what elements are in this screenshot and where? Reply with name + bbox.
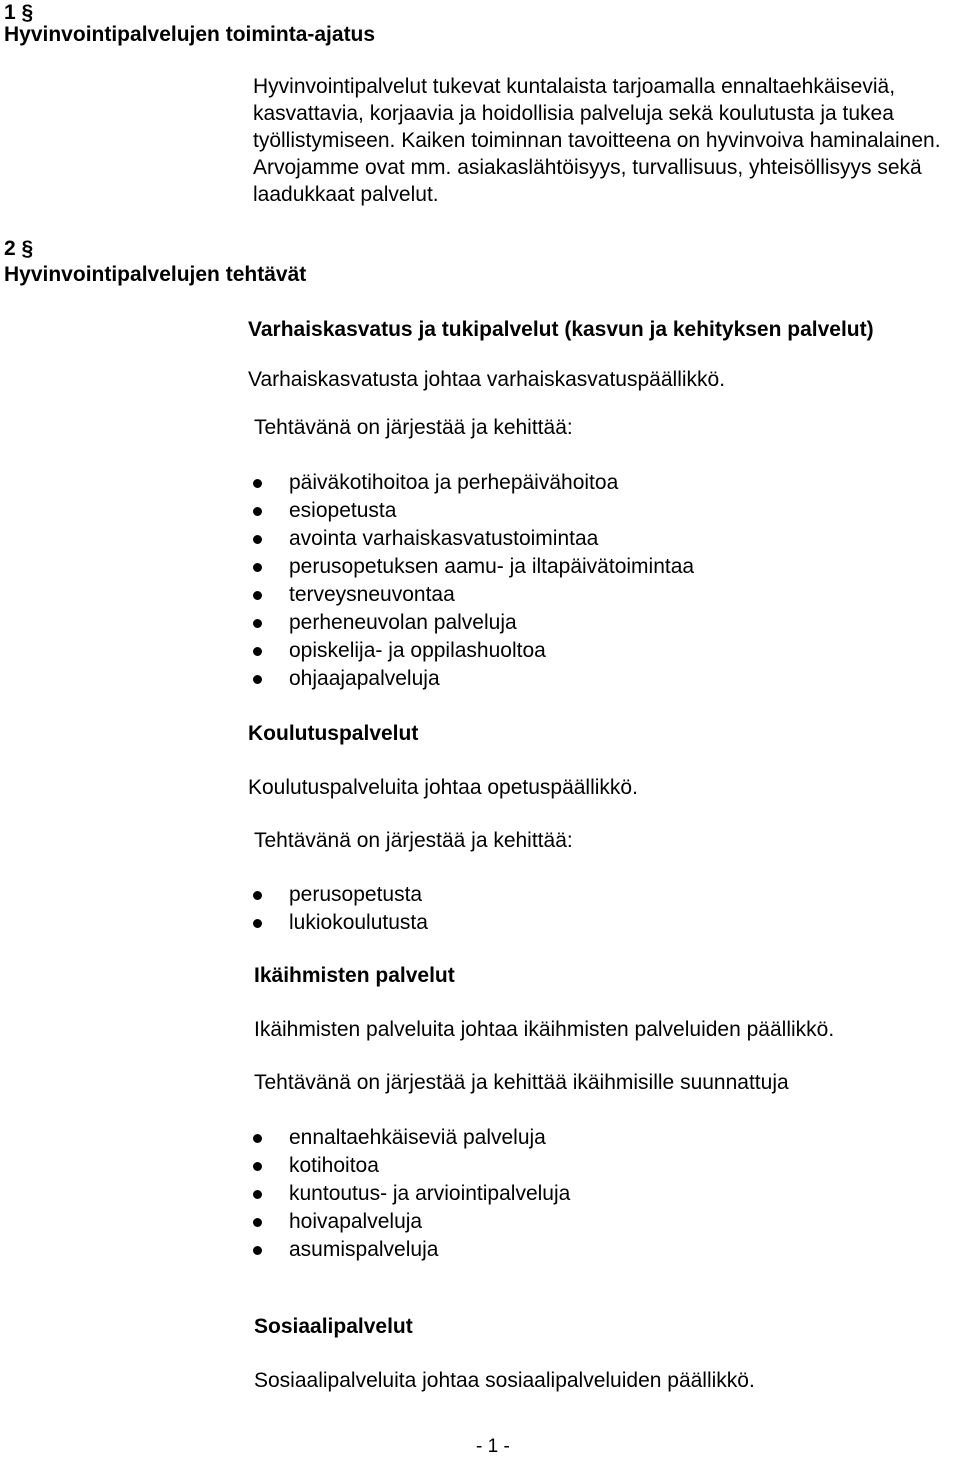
list-item: terveysneuvontaa (289, 581, 694, 609)
section-2-title: Hyvinvointipalvelujen tehtävät (4, 263, 307, 286)
bullet-icon (253, 647, 262, 656)
list-item: asumispalveluja (289, 1236, 570, 1264)
list-item: opiskelija- ja oppilashuoltoa (289, 637, 694, 665)
bullet-icon (253, 1134, 262, 1143)
bullet-icon (253, 619, 262, 628)
list-item: perusopetusta (289, 881, 428, 909)
koulutus-task-intro: Tehtävänä on järjestää ja kehittää: (254, 829, 573, 852)
bullet-icon (253, 919, 262, 928)
varhaiskasvatus-task-intro: Tehtävänä on järjestää ja kehittää: (254, 416, 573, 439)
ikaihmiset-task-intro: Tehtävänä on järjestää ja kehittää ikäihmisille suunnattuja (254, 1071, 789, 1094)
ikaihmiset-heading: Ikäihmisten palvelut (254, 964, 455, 987)
list-item: ohjaajapalveluja (289, 665, 694, 693)
bullet-icon (253, 1246, 262, 1255)
section-1-title: Hyvinvointipalvelujen toiminta-ajatus (4, 23, 376, 46)
varhaiskasvatus-task-list (289, 469, 694, 693)
koulutus-task-list (289, 881, 428, 937)
section-1-number: 1 § (4, 1, 34, 24)
list-item: lukiokoulutusta (289, 909, 428, 937)
list-item: esiopetusta (289, 497, 694, 525)
list-item: avointa varhaiskasvatustoimintaa (289, 525, 694, 553)
list-item: ennaltaehkäiseviä palveluja (289, 1124, 570, 1152)
list-item: perheneuvolan palveluja (289, 609, 694, 637)
koulutus-heading: Koulutuspalvelut (248, 722, 419, 745)
section-2-number: 2 § (4, 237, 34, 260)
bullet-icon (253, 591, 262, 600)
ikaihmiset-task-list (289, 1124, 570, 1264)
sosiaali-leader: Sosiaalipalveluita johtaa sosiaalipalveluiden päällikkö. (254, 1369, 755, 1392)
bullet-icon (253, 675, 262, 684)
sosiaali-heading: Sosiaalipalvelut (254, 1315, 413, 1338)
intro-paragraph: Hyvinvointipalvelut tukevat kuntalaista tarjoamalla ennaltaehkäiseviä, kasvattavia, korjaavia ja hoidollisia palveluja sekä koulutusta ja tukea työllistymiseen. Kaiken toiminnan tavoitteena on hyvinvoiva haminalainen. Arvojamme ovat mm. asiakaslähtöisyys, turvallisuus, yhteisöllisyys sekä laadukkaat palvelut. (253, 75, 941, 206)
list-item: päiväkotihoitoa ja perhepäivähoitoa (289, 469, 694, 497)
list-item: hoivapalveluja (289, 1208, 570, 1236)
varhaiskasvatus-heading: Varhaiskasvatus ja tukipalvelut (kasvun ja kehityksen palvelut) (248, 318, 874, 341)
koulutus-leader: Koulutuspalveluita johtaa opetuspäällikkö. (248, 776, 638, 799)
bullet-icon (253, 563, 262, 572)
list-item: perusopetuksen aamu- ja iltapäivätoimintaa (289, 553, 694, 581)
bullet-icon (253, 479, 262, 488)
ikaihmiset-leader: Ikäihmisten palveluita johtaa ikäihmisten palveluiden päällikkö. (254, 1018, 835, 1041)
varhaiskasvatus-leader: Varhaiskasvatusta johtaa varhaiskasvatuspäällikkö. (248, 368, 726, 391)
list-item: kuntoutus- ja arviointipalveluja (289, 1180, 570, 1208)
list-item: kotihoitoa (289, 1152, 570, 1180)
page-number: - 1 - (476, 1436, 510, 1457)
bullet-icon (253, 1162, 262, 1171)
bullet-icon (253, 891, 262, 900)
bullet-icon (253, 1218, 262, 1227)
bullet-icon (253, 1190, 262, 1199)
bullet-icon (253, 535, 262, 544)
bullet-icon (253, 507, 262, 516)
